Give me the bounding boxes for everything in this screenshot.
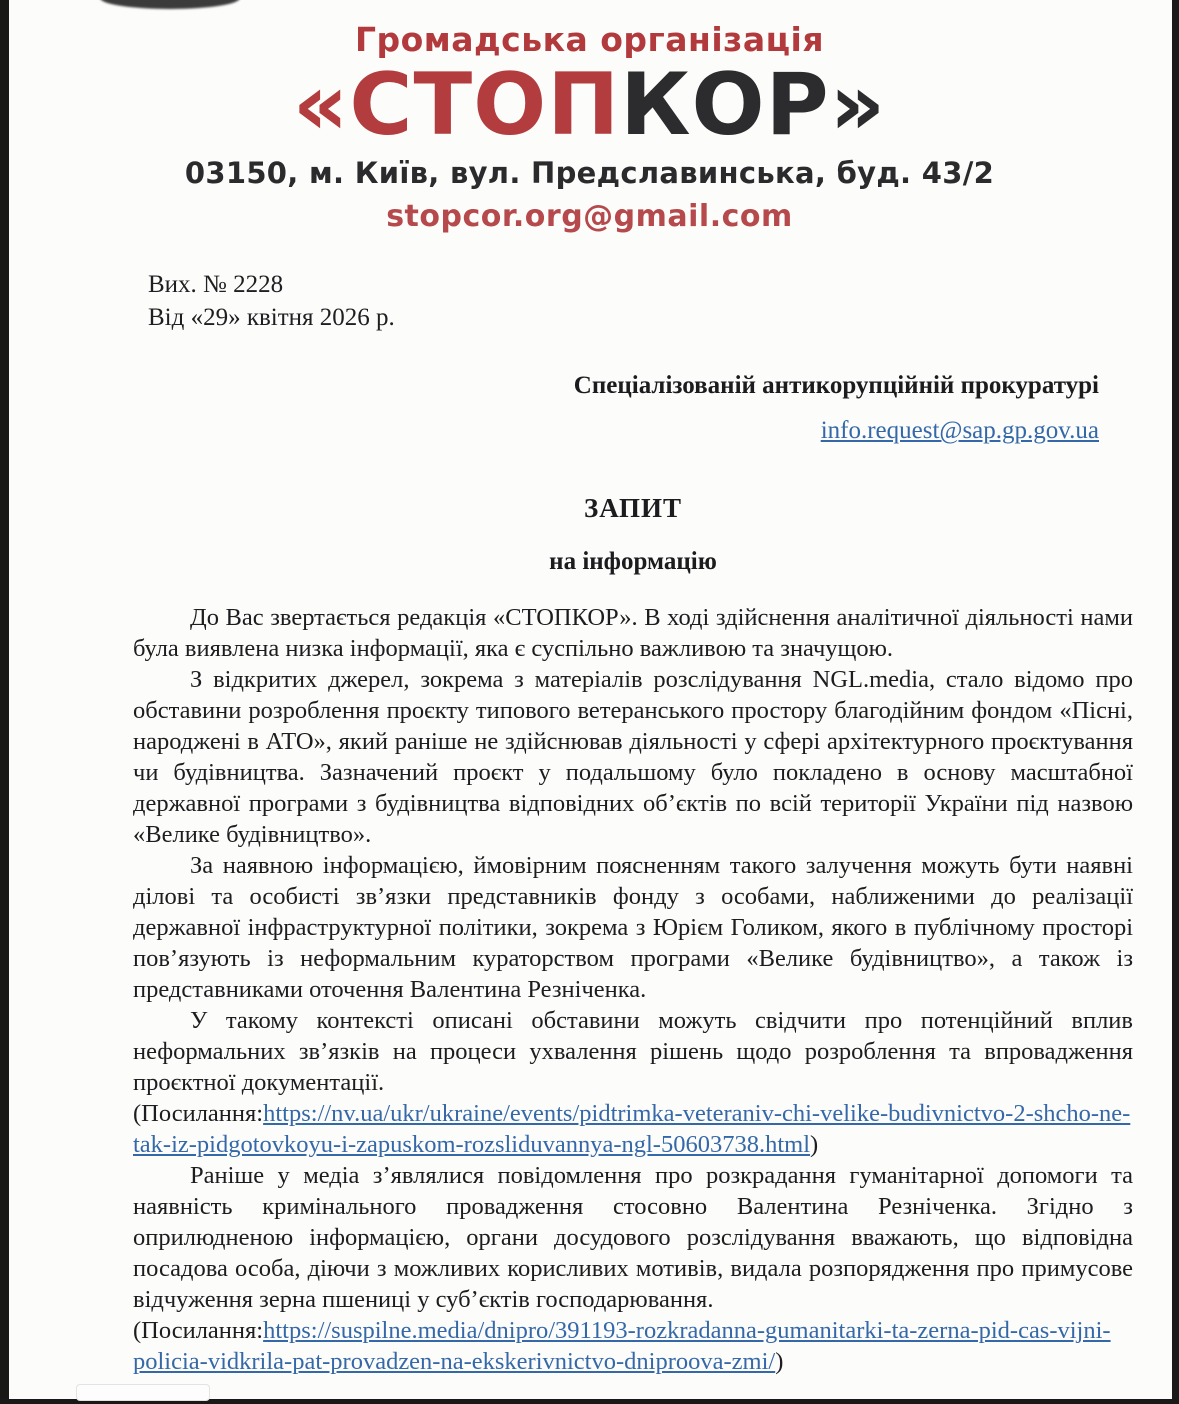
link-2-prefix: (Посилання: — [133, 1317, 264, 1345]
org-email: stopcor.org@gmail.com — [386, 199, 793, 235]
link-1-prefix: (Посилання: — [133, 1100, 264, 1128]
recipient-block — [133, 372, 1133, 445]
stopcor-logo — [0, 55, 1179, 155]
nv-ua-article-link[interactable]: https://nv.ua/ukr/ukraine/events/pidtrimka-veteraniv-chi-velike-budivnictvo-2-shcho-ne-tak-iz-pidgotovkoyu-i-zapuskom-rozsliduvannya-ngl-50603738.html — [133, 1100, 1131, 1159]
photo-edge-left — [0, 0, 9, 1404]
letter-date: Від «29» квітня 2026 р. — [148, 304, 395, 332]
title-line-2: на інформацію — [549, 548, 717, 576]
logo-part-dark: КОР — [620, 55, 830, 155]
paragraph-sources: З відкритих джерел, зокрема з матеріалів розслідування NGL.media, стало відомо про обставини розроблення проєкту типового ветеранського простору благодійним фондом «Пісні, народжені в АТО», який раніше не здійснював діяльності у сфері архітектурного проєктування чи будівництва. Зазначений проєкт у подальшому було покладено в основу масштабної державної програми з будівництва відповідних об’єктів по всій території України під назвою «Велике будівництво». — [133, 666, 1133, 849]
document-title — [133, 493, 1133, 576]
letterhead — [0, 0, 1179, 234]
logo-close-quote: » — [829, 55, 887, 155]
logo-part-red: СТОП — [349, 55, 621, 155]
recipient-name: Спеціалізованій антикорупційній прокуратурі — [573, 372, 1099, 400]
letter-body — [133, 602, 1133, 1377]
scan-artifact-bottom-left — [76, 1384, 210, 1401]
paragraph-media-reports: Раніше у медіа з’являлися повідомлення про розкрадання гуманітарної допомоги та наявність кримінального провадження стосовно Валентина Резніченка. Згідно з оприлюдненою інформацією, органи досудового розслідування вважають, що відповідна посадова особа, діючи з можливих корисливих мотивів, видала розпорядження про примусове відчуження зерна пшениці у суб’єктів господарювання. — [133, 1162, 1133, 1314]
title-line-1: ЗАПИТ — [583, 493, 683, 524]
recipient-email-link[interactable]: info.request@sap.gp.gov.ua — [820, 417, 1099, 445]
logo-open-quote: « — [292, 55, 350, 155]
paragraph-intro: До Вас звертається редакція «СТОПКОР». В ході здійснення аналітичної діяльності нами була виявлена низка інформації, яка є суспільно важливою та значущою. — [133, 604, 1133, 663]
reference-block — [148, 268, 1179, 334]
reference-number: Вих. № 2228 — [148, 271, 284, 299]
link-paragraph-1 — [133, 1098, 1133, 1160]
paragraph-connections: За наявною інформацією, ймовірним поясненням такого залучення можуть бути наявні ділові та особисті зв’язки представників фонду з особами, наближеними до реалізації державної інфраструктурної політики, зокрема з Юрієм Голиком, якого в публічному просторі пов’язують із неформальним кураторством програми «Велике будівництво», а також із представниками оточення Валентина Резніченка. — [133, 852, 1133, 1004]
org-address: 03150, м. Київ, вул. Предславинська, буд. 43/2 — [184, 156, 995, 191]
link-paragraph-2 — [133, 1315, 1133, 1377]
photo-edge-right — [1172, 0, 1179, 1404]
suspilne-article-link[interactable]: https://suspilne.media/dnipro/391193-rozkradanna-gumanitarki-ta-zerna-pid-cas-vijni-policia-vidkrila-pat-provadzen-na-ekskerivnictvo-dniproova-zmi/ — [133, 1317, 1111, 1376]
link-2-suffix: ) — [775, 1348, 784, 1376]
org-type-label: Громадська організація — [354, 20, 825, 59]
paragraph-context: У такому контексті описані обставини можуть свідчити про потенційний вплив неформальних зв’язків на процеси ухвалення рішень щодо розроблення та впровадження проєктної документації. — [133, 1007, 1133, 1097]
link-1-suffix: ) — [810, 1131, 819, 1159]
